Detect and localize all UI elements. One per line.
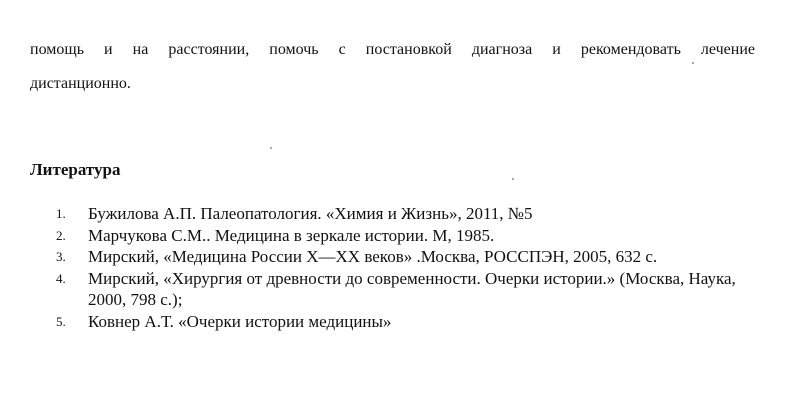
- reference-number: 2.: [56, 227, 66, 243]
- body-paragraph: [30, 33, 755, 101]
- scan-speck: [512, 178, 514, 180]
- paragraph-line: помощь и на расстоянии, помочь с постановкой диагноза и рекомендовать лечение: [30, 41, 755, 58]
- reference-item: [0, 311, 800, 333]
- reference-text: Мирский, «Хирургия от древности до современности. Очерки истории.» (Москва, Наука, 2000, 798 с.);: [88, 268, 736, 309]
- reference-text: Марчукова С.М.. Медицина в зеркале истории. М, 1985.: [88, 225, 495, 245]
- scan-speck: [270, 147, 272, 149]
- reference-item: [0, 268, 800, 311]
- reference-number: 5.: [56, 313, 66, 329]
- reference-item: [0, 203, 800, 225]
- reference-text: Ковнер А.Т. «Очерки истории медицины»: [88, 311, 392, 331]
- reference-number: 4.: [56, 270, 66, 286]
- reference-text: Бужилова А.П. Палеопатология. «Химия и Жизнь», 2011, №5: [88, 204, 533, 223]
- reference-number: 3.: [56, 249, 66, 264]
- references-heading: Литература: [30, 160, 121, 179]
- reference-item: [0, 225, 800, 247]
- paragraph-line: дистанционно.: [30, 75, 131, 92]
- scan-speck: [692, 62, 694, 64]
- reference-text: Мирский, «Медицина России Х—ХХ веков» .Москва, РОССПЭН, 2005, 632 с.: [88, 247, 658, 266]
- references-list: [0, 203, 800, 332]
- reference-number: 1.: [56, 206, 66, 221]
- reference-item: [0, 246, 800, 268]
